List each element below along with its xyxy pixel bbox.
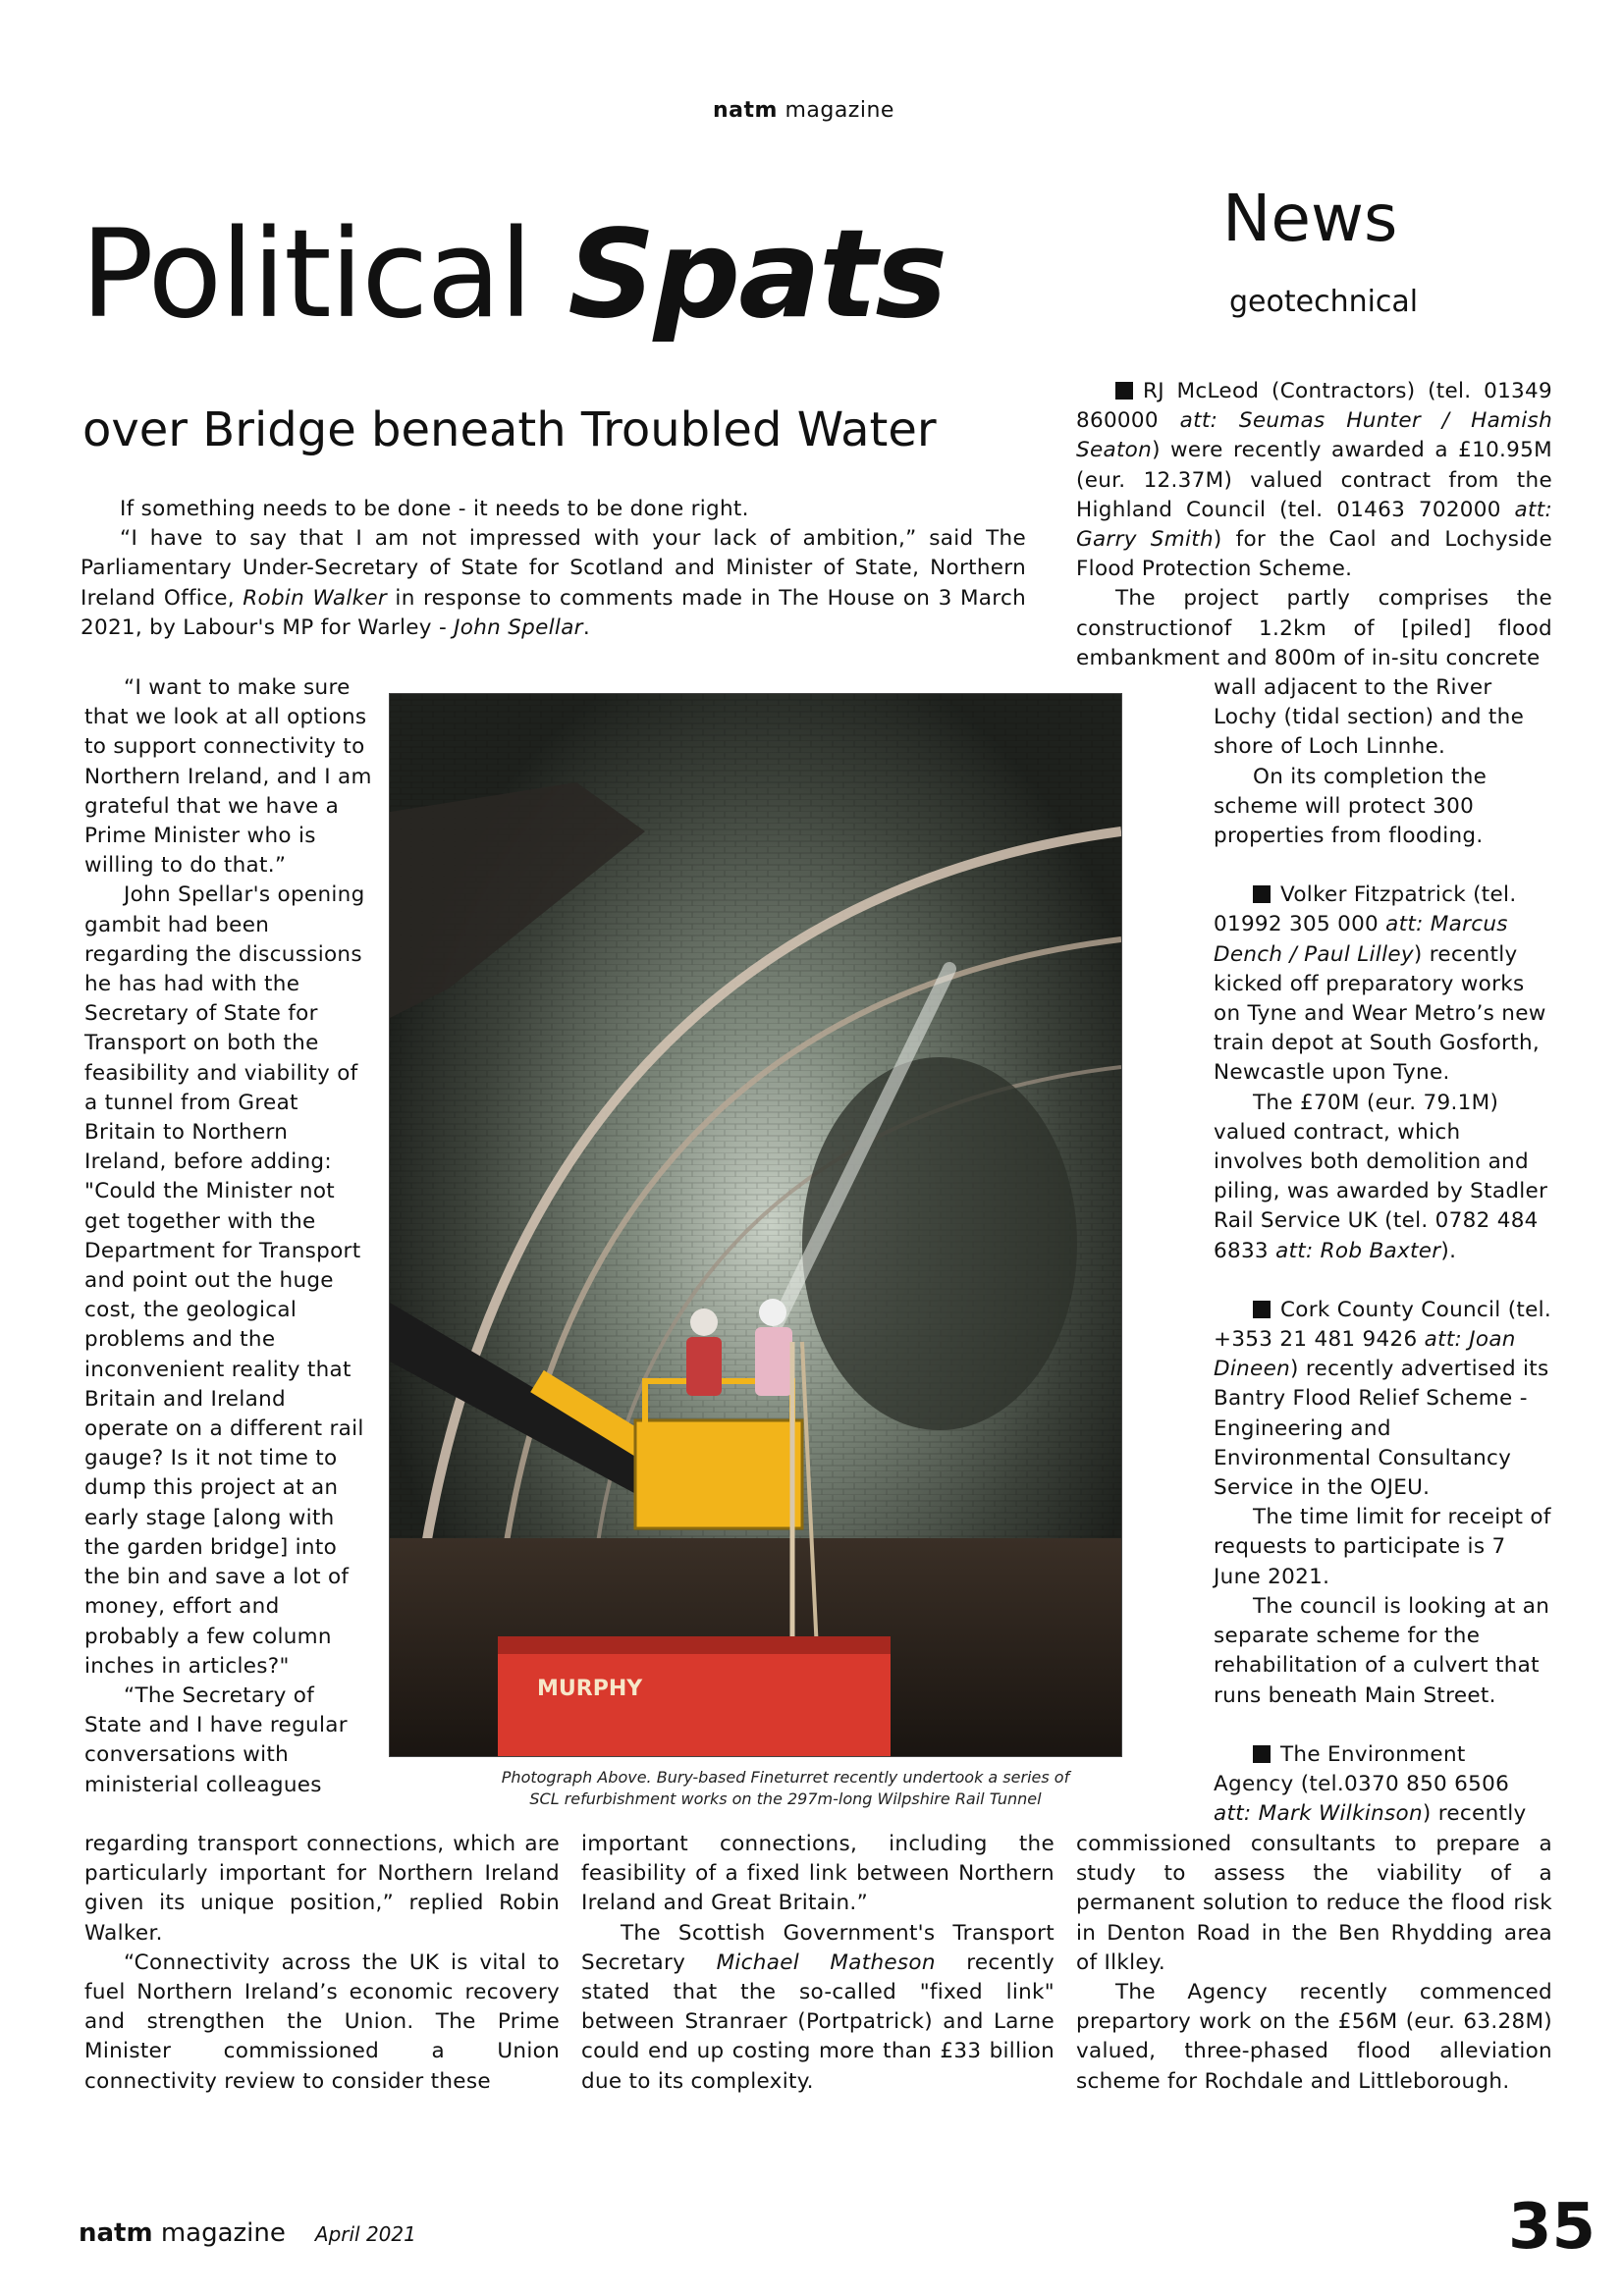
intro-paragraph-2 <box>81 524 1026 643</box>
col1-paragraph-2: John Spellar's opening gambit had been regarding the discussions he has had with the Secretary of State for Transport on both the feasibility and viability of a tunnel from Great Britain to Northern Ireland, before adding: "Could the Minister not get together with the Department for Transport and point out the huge cost, the geological problems and the inconvenient reality that Britain and Ireland operate on a different rail gauge? Is it not time to dump this project at an early stage [along with the garden bridge] into the bin and save a lot of money, effort and probably a few column inches in articles?" <box>84 882 365 1679</box>
header-brand-rest: magazine <box>777 98 894 123</box>
intro-p2-part: in response to comments made in The House on 3 March 2021, by Labour's MP for Warley - <box>81 585 1026 640</box>
col1-paragraph-3b: regarding transport connections, which are particularly important for Northern Ireland given its unique position,” replied Robin Walker. <box>84 1832 560 1946</box>
news-item-1 <box>1076 377 1552 584</box>
news-item-1-text: ) for the Caol and Lochyside Flood Protection Scheme. <box>1076 527 1552 582</box>
caption-line-1: Photograph Above. Bury-based Fineturret recently undertook a series of <box>501 1768 1070 1787</box>
col2-paragraph-1: important connections, including the feasibility of a fixed link between Northern Ireland and Great Britain.” <box>581 1832 1055 1916</box>
news-item-2-text: ) recently kicked off preparatory works on Tyne and Wear Metro’s new train depot at South Gosforth, Newcastle upon Tyne. <box>1214 941 1546 1086</box>
news-item-1-para-2b: wall adjacent to the River Lochy (tidal section) and the shore of Loch Linnhe. <box>1214 675 1525 760</box>
bullet-square-icon <box>1115 382 1133 400</box>
news-item-1-para-2: The project partly comprises the constructionof 1.2km of [piled] flood embankment and 800m of in-situ concrete <box>1076 586 1552 670</box>
intro-p2-part: . <box>582 614 590 640</box>
news-item-3-para-3: The council is looking at an separate scheme for the rehabilitation of a culvert that runs beneath Main Street. <box>1214 1593 1550 1708</box>
col2-paragraph-2 <box>581 1919 1055 2097</box>
column-1-narrow <box>84 673 375 1800</box>
news-item-3-text: Cork County Council (tel. +353 21 481 9426 <box>1214 1297 1552 1353</box>
column-2-bottom <box>581 1830 1055 2097</box>
running-header <box>713 98 894 123</box>
col2-p2-part: recently stated that the so-called "fixed link" between Stranraer (Portpatrick) and Larne could end up costing more than £33 billion due to its complexity. <box>581 1949 1055 2094</box>
title-plain: Political <box>81 204 568 346</box>
news-item-2-contact: att: Rob Baxter <box>1275 1238 1441 1263</box>
worker-body <box>755 1327 792 1396</box>
tunnel-depth <box>802 1057 1077 1430</box>
col2-p2-name: Michael Matheson <box>716 1949 936 1975</box>
news-item-4 <box>1214 1740 1552 1830</box>
intro-paragraph-1: If something needs to be done - it needs to be done right. <box>120 497 749 521</box>
intro-p2-name: John Spellar <box>454 614 583 640</box>
news-item-1-text: ) were recently awarded a £10.95M (eur. 12.37M) valued contract from the Highland Council (tel. 01463 702000 <box>1076 438 1552 522</box>
news-item-3-text: ) recently advertised its Bantry Flood Relief Scheme - Engineering and Environmental Consultancy Service in the OJEU. <box>1214 1357 1549 1501</box>
news-item-2 <box>1214 881 1552 1088</box>
news-item-3 <box>1214 1296 1552 1503</box>
news-item-4-text-cont: commissioned consultants to prepare a study to assess the viability of a permanent solution to reduce the flood risk in Denton Road in the Ben Rhydding area of Ilkley. <box>1076 1832 1552 1975</box>
tunnel-photo <box>389 693 1122 1757</box>
page-subtitle: over Bridge beneath Troubled Water <box>82 402 937 457</box>
news-column-top <box>1076 377 1552 673</box>
skip-sign: MURPHY <box>537 1677 643 1701</box>
news-item-1-text: RJ McLeod (Contractors) (tel. 01349 860000 <box>1076 379 1552 434</box>
news-item-3-contact: att: Joan Dineen <box>1214 1327 1516 1382</box>
col2-p2-part: The Scottish Government's Transport Secretary <box>581 1920 1055 1975</box>
header-brand-bold: natm <box>713 98 778 123</box>
col1-paragraph-1: “I want to make sure that we look at all options to support connectivity to Northern Ireland, and I am grateful that we have a Prime Minister who is willing to do that.” <box>84 675 372 879</box>
news-item-1-contact: att: Garry Smith <box>1076 497 1552 553</box>
news-item-2-contact: att: Marcus Dench / Paul Lilley <box>1214 912 1508 967</box>
news-item-2-text: Volker Fitzpatrick (tel. 01992 305 000 <box>1214 882 1517 937</box>
bullet-square-icon <box>1253 885 1271 903</box>
worker-helmet <box>759 1299 786 1326</box>
intro-p2-name: Robin Walker <box>243 585 388 611</box>
news-column-narrow <box>1214 673 1552 1829</box>
worker-helmet <box>690 1308 718 1336</box>
col1-paragraph-4: “Connectivity across the UK is vital to fuel Northern Ireland’s economic recovery and strengthen the Union. The Prime Minister commissioned a Union connectivity review to consider these <box>84 1949 560 2094</box>
title-emphasis: Spats <box>568 204 947 346</box>
worker-body <box>686 1337 722 1396</box>
news-column-bottom <box>1076 1830 1552 2097</box>
section-title: News <box>1222 181 1398 256</box>
bullet-square-icon <box>1253 1301 1271 1318</box>
intro-p2-part: “I have to say that I am not impressed with your lack of ambition,” said The Parliamentary Under-Secretary of State for Scotland and Minister of State, Northern Ireland Office, <box>81 526 1026 611</box>
news-item-4-contact: att: Mark Wilkinson <box>1214 1801 1423 1827</box>
intro-text <box>81 495 1026 643</box>
news-item-4-text: The Environment Agency (tel.0370 850 6506 <box>1214 1741 1510 1796</box>
photo-caption <box>432 1767 1139 1810</box>
tunnel-illustration <box>390 694 1121 1756</box>
section-subtitle: geotechnical <box>1229 285 1419 319</box>
issue-date: April 2021 <box>314 2222 416 2246</box>
news-item-1-contact: att: Seumas Hunter / Hamish Seaton <box>1076 408 1552 463</box>
bullet-square-icon <box>1253 1745 1271 1763</box>
news-item-4-text: ) recently <box>1422 1801 1527 1827</box>
news-item-2-text: The £70M (eur. 79.1M) valued contract, which involves both demolition and piling, was awarded by Stadler Rail Service UK (tel. 0782 484 6833 <box>1214 1090 1548 1263</box>
news-item-1-para-3: On its completion the scheme will protect 300 properties from flooding. <box>1214 764 1488 849</box>
page-title <box>81 204 947 346</box>
footer-brand-rest: magazine <box>152 2218 286 2248</box>
footer <box>79 2218 416 2248</box>
caption-line-2: SCL refurbishment works on the 297m-long Wilpshire Rail Tunnel <box>529 1789 1042 1808</box>
footer-brand-bold: natm <box>79 2218 153 2248</box>
col1-paragraph-3a: “The Secretary of State and I have regular conversations with ministerial colleagues <box>84 1682 348 1797</box>
news-item-3-para-2: The time limit for receipt of requests to participate is 7 June 2021. <box>1214 1505 1551 1589</box>
news-item-2-para-2 <box>1214 1089 1552 1266</box>
column-1-bottom <box>84 1830 560 2097</box>
news-item-4-para-2: The Agency recently commenced prepartory work on the £56M (eur. 63.28M) valued, three-phased flood alleviation scheme for Rochdale and Littleborough. <box>1076 1980 1552 2094</box>
page-number: 35 <box>1508 2191 1596 2264</box>
news-item-2-text: ). <box>1440 1238 1457 1263</box>
platform-basket <box>635 1420 802 1528</box>
